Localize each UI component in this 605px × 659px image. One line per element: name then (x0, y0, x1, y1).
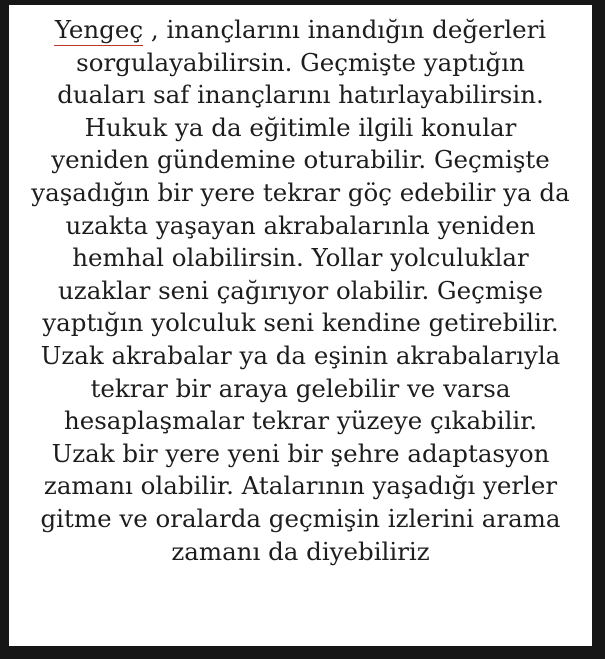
text-line-14: Uzak bir yere yeni bir şehre adaptasyon (51, 438, 550, 468)
spellcheck-underline (54, 45, 143, 47)
story-text (9, 14, 592, 568)
text-line-13: hesaplaşmalar tekrar yüzeye çıkabilir. (63, 406, 538, 436)
text-line-15: zamanı olabilir. Atalarının yaşadığı yerler (43, 471, 558, 501)
text-line-9: uzaklar seni çağırıyor olabilir. Geçmişe (58, 275, 543, 305)
text-line-5: yeniden gündemine oturabilir. Geçmişte (51, 145, 550, 175)
text-line-2: sorgulayabilirsin. Geçmişte yaptığın (76, 47, 525, 77)
text-line-11: Uzak akrabalar ya da eşinin akrabalarıyla (40, 340, 561, 370)
text-line-16: gitme ve oralarda geçmişin izlerini arama (40, 503, 561, 533)
text-line-6: yaşadığın bir yere tekrar göç edebilir ya da (31, 177, 570, 207)
text-line-7: uzakta yaşayan akrabalarınla yeniden (65, 210, 536, 240)
text-line-12: tekrar bir araya gelebilir ve varsa (90, 373, 511, 403)
story-card (9, 5, 592, 646)
highlighted-word-text: Yengeç (54, 15, 144, 44)
text-line-10: yaptığın yolculuk seni kendine getirebilir. (42, 308, 559, 338)
text-line-3: duaları saf inançlarını hatırlayabilirsin. (57, 80, 544, 110)
text-line-8: hemhal olabilirsin. Yollar yolculuklar (72, 243, 529, 273)
text-line-17: zamanı da diyebiliriz (171, 536, 430, 566)
text-line-1 (9, 14, 592, 47)
highlighted-word (55, 15, 143, 44)
text-line-4: Hukuk ya da eğitimle ilgili konular (84, 112, 517, 142)
first-line-rest: , inançlarını inandığın değerleri (143, 15, 547, 44)
